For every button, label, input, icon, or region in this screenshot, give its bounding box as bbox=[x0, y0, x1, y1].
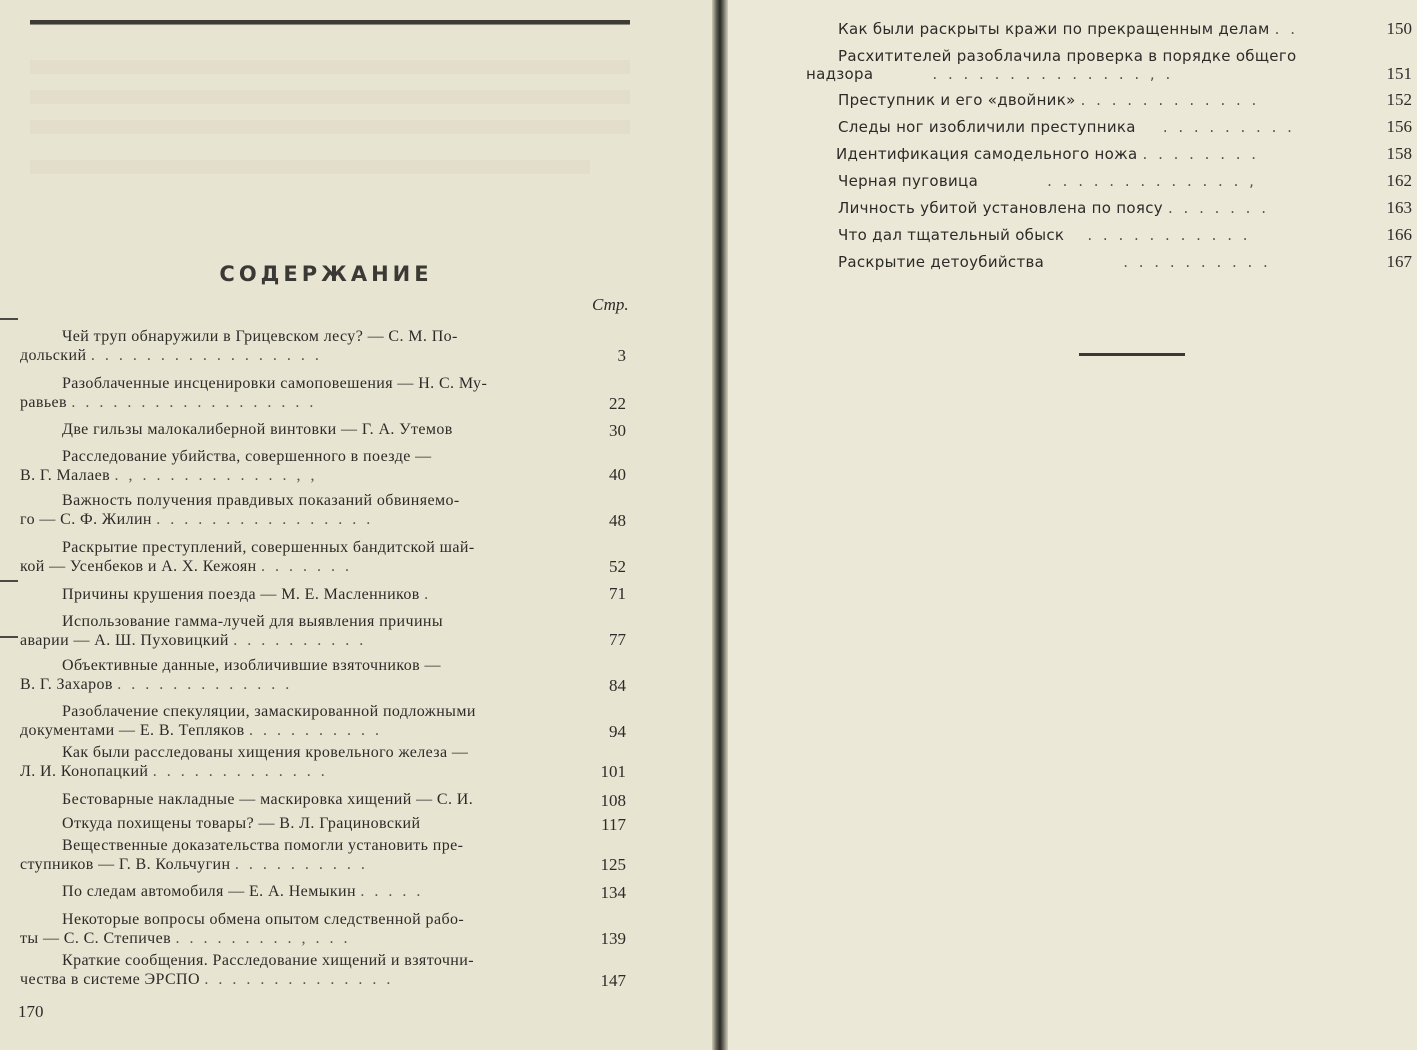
toc-entry bbox=[20, 702, 572, 740]
toc-page-number: 163 bbox=[1386, 198, 1412, 217]
dot-leader: . . . . . . . . . . bbox=[233, 632, 367, 649]
toc-entry-title: Личность убитой установлена по поясу bbox=[838, 199, 1163, 217]
dot-leader: . . . . . . . . . . . . . . bbox=[204, 971, 394, 988]
toc-page-number: 156 bbox=[1386, 117, 1412, 136]
toc-entry-title-cont: кой — Усенбеков и А. Х. Кежоян bbox=[20, 558, 257, 575]
toc-entry-title: Разоблачение спекуляции, замаскированной подложными bbox=[62, 703, 476, 720]
toc-page-number: 125 bbox=[600, 855, 626, 874]
toc-entry bbox=[20, 585, 572, 604]
top-rule bbox=[30, 20, 630, 25]
toc-entry-title: Две гильзы малокалиберной винтовки — Г. А. Утемов bbox=[62, 421, 453, 438]
toc-page-number: 117 bbox=[601, 815, 626, 834]
toc-entry bbox=[20, 327, 572, 365]
toc-entry bbox=[838, 172, 1353, 190]
toc-page-number: 147 bbox=[600, 971, 626, 990]
toc-page-number: 167 bbox=[1386, 252, 1412, 271]
book-spine bbox=[712, 0, 728, 1050]
toc-entry bbox=[838, 47, 1353, 65]
toc-entry-title: Следы ног изобличили преступника bbox=[838, 118, 1136, 136]
page-edge-mark bbox=[0, 636, 18, 638]
bleed-through-text bbox=[30, 120, 630, 134]
toc-entry bbox=[20, 910, 572, 948]
toc-entry-title: Расследование убийства, совершенного в поезде — bbox=[62, 448, 432, 465]
toc-entry-title: Важность получения правдивых показаний обвиняемо- bbox=[62, 492, 460, 509]
toc-page-number: 48 bbox=[609, 511, 626, 530]
dot-leader: . . . . . . . . . bbox=[1162, 118, 1295, 136]
toc-entry bbox=[20, 538, 572, 576]
toc-entry bbox=[20, 447, 572, 485]
bleed-through-text bbox=[30, 160, 590, 174]
toc-entry-title-cont: надзора bbox=[806, 65, 874, 83]
toc-page-number: 52 bbox=[609, 557, 626, 576]
toc-entry-title: Разоблаченные инсценировки самоповешения — Н. С. Му- bbox=[62, 375, 488, 392]
dot-leader: . . . . . . . . . . . . . . , . bbox=[932, 65, 1174, 83]
dot-leader: . . . . . . . . . , . . . bbox=[175, 930, 351, 947]
contents-heading: СОДЕРЖАНИЕ bbox=[219, 262, 433, 286]
toc-page-number: 158 bbox=[1386, 144, 1412, 163]
toc-entry-title: Объективные данные, изобличившие взяточников — bbox=[62, 657, 441, 674]
toc-entry-title-cont: аварии — А. Ш. Пуховицкий bbox=[20, 632, 229, 649]
toc-entry bbox=[20, 656, 572, 694]
toc-entry-title: Как были раскрыты кражи по прекращенным делам bbox=[838, 20, 1270, 38]
toc-entry bbox=[20, 743, 572, 781]
toc-entry bbox=[20, 612, 572, 650]
page-edge-mark bbox=[0, 580, 18, 582]
toc-page-number: 40 bbox=[609, 465, 626, 484]
toc-page-number: 151 bbox=[1386, 64, 1412, 83]
toc-page-number: 94 bbox=[609, 722, 626, 741]
toc-entry-title-cont: В. Г. Захаров bbox=[20, 676, 113, 693]
toc-page-number: 150 bbox=[1386, 19, 1412, 38]
dot-leader: . . . . . . . . . . . . . bbox=[152, 763, 328, 780]
toc-entry-title: Вещественные доказательства помогли установить пре- bbox=[62, 837, 464, 854]
toc-entry-title: Раскрытие детоубийства bbox=[838, 253, 1045, 271]
toc-page-number: 139 bbox=[600, 929, 626, 948]
toc-entry-title: Преступник и его «двойник» bbox=[838, 91, 1076, 109]
toc-entry-title-cont: ступников — Г. В. Кольчугин bbox=[20, 856, 231, 873]
toc-entry bbox=[20, 951, 572, 989]
folio-page-number: 170 bbox=[18, 1002, 44, 1021]
toc-entry bbox=[20, 790, 572, 809]
toc-entry-title-cont: го — С. Ф. Жилин bbox=[20, 511, 152, 528]
dot-leader: . bbox=[424, 586, 432, 603]
toc-entry bbox=[20, 420, 572, 439]
toc-entry bbox=[838, 199, 1353, 217]
dot-leader: . . . . . . . . . . . . . , bbox=[1047, 172, 1257, 190]
dot-leader: . . . . . . . . . . . . . . . . . bbox=[90, 347, 322, 364]
toc-page-number: 3 bbox=[617, 346, 626, 365]
toc-entry-title-cont: В. Г. Малаев bbox=[20, 467, 111, 484]
dot-leader: . . . . . . . . . . . . . . . . bbox=[156, 511, 374, 528]
toc-entry bbox=[20, 814, 572, 833]
toc-entry-title: Бестоварные накладные — маскировка хищений — С. И. bbox=[62, 791, 474, 808]
dot-leader: . . . . . . . bbox=[260, 558, 352, 575]
toc-page-number: 30 bbox=[609, 421, 626, 440]
toc-entry bbox=[838, 118, 1353, 136]
page-edge-mark bbox=[0, 318, 18, 320]
toc-entry-title: Краткие сообщения. Расследование хищений и взяточни- bbox=[62, 952, 474, 969]
toc-entry-title: Причины крушения поезда — М. Е. Масленников bbox=[62, 586, 420, 603]
toc-entry-title-cont: дольский bbox=[20, 347, 87, 364]
toc-entry-title: Что дал тщательный обыск bbox=[838, 226, 1065, 244]
toc-entry bbox=[20, 374, 572, 412]
dot-leader: . . . . . . . . . . bbox=[1123, 253, 1271, 271]
right-page bbox=[728, 0, 1417, 1050]
toc-entry-title-cont: равьев bbox=[20, 394, 68, 411]
dot-leader: . . . . . . . . . . . bbox=[1087, 226, 1251, 244]
toc-page-number: 108 bbox=[600, 791, 626, 810]
toc-entry bbox=[838, 253, 1353, 271]
toc-entry bbox=[20, 491, 572, 529]
toc-entry bbox=[20, 836, 572, 874]
toc-entry-title-cont: документами — Е. В. Тепляков bbox=[20, 722, 245, 739]
toc-entry-title: Идентификация самодельного ножа bbox=[836, 145, 1138, 163]
toc-entry bbox=[20, 882, 572, 901]
toc-entry-title: По следам автомобиля — Е. А. Немыкин bbox=[62, 883, 356, 900]
toc-entry-title-cont: чества в системе ЭРСПО bbox=[20, 971, 200, 988]
dot-leader: . . . . . . . . bbox=[1142, 145, 1260, 163]
toc-entry bbox=[838, 20, 1353, 38]
toc-entry-title-cont: ты — С. С. Степичев bbox=[20, 930, 172, 947]
toc-entry-title: Черная пуговица bbox=[838, 172, 979, 190]
toc-page-number: 134 bbox=[600, 883, 626, 902]
toc-page-number: 22 bbox=[609, 394, 626, 413]
toc-entry-cont bbox=[806, 65, 1321, 83]
dot-leader: . . . . . . . . . . . . bbox=[1080, 91, 1260, 109]
toc-page-number: 77 bbox=[609, 630, 626, 649]
toc-entry-title: Расхитителей разоблачила проверка в порядке общего bbox=[838, 47, 1297, 65]
toc-entry-title: Раскрытие преступлений, совершенных бандитской шай- bbox=[62, 539, 475, 556]
toc-page-number: 71 bbox=[609, 584, 626, 603]
toc-entry bbox=[836, 145, 1351, 163]
toc-page-number: 152 bbox=[1386, 90, 1412, 109]
toc-entry-title: Как были расследованы хищения кровельного железа — bbox=[62, 744, 469, 761]
bleed-through-text bbox=[30, 90, 630, 104]
dot-leader: . . . . . . . . . . . . . bbox=[117, 676, 293, 693]
page-column-label: Стр. bbox=[592, 295, 629, 314]
dot-leader: . . . . . bbox=[360, 883, 424, 900]
toc-page-number: 101 bbox=[600, 762, 626, 781]
dot-leader: . . . . . . . . . . bbox=[248, 722, 382, 739]
toc-entry-title: Использование гамма-лучей для выявления причины bbox=[62, 613, 444, 630]
toc-entry-title: Некоторые вопросы обмена опытом следственной рабо- bbox=[62, 911, 465, 928]
toc-page-number: 166 bbox=[1386, 225, 1412, 244]
dot-leader: . , . . . . . . . . . . . , , bbox=[114, 467, 318, 484]
dot-leader: . . . . . . . . . . . . . . . . . . bbox=[71, 394, 317, 411]
toc-entry bbox=[838, 91, 1353, 109]
dot-leader: . . . . . . . bbox=[1168, 199, 1269, 217]
bleed-through-text bbox=[30, 60, 630, 74]
end-rule bbox=[1079, 353, 1185, 356]
toc-page-number: 84 bbox=[609, 676, 626, 695]
toc-entry-title-cont: Л. И. Конопацкий bbox=[20, 763, 149, 780]
toc-page-number: 162 bbox=[1386, 171, 1412, 190]
toc-entry-title: Чей труп обнаружили в Грицевском лесу? — С. М. По- bbox=[62, 328, 458, 345]
toc-entry bbox=[838, 226, 1353, 244]
dot-leader: . . . . . . . . . . bbox=[234, 856, 368, 873]
toc-entry-title: Откуда похищены товары? — В. Л. Грациновский bbox=[62, 815, 421, 832]
dot-leader: . . bbox=[1274, 20, 1298, 38]
